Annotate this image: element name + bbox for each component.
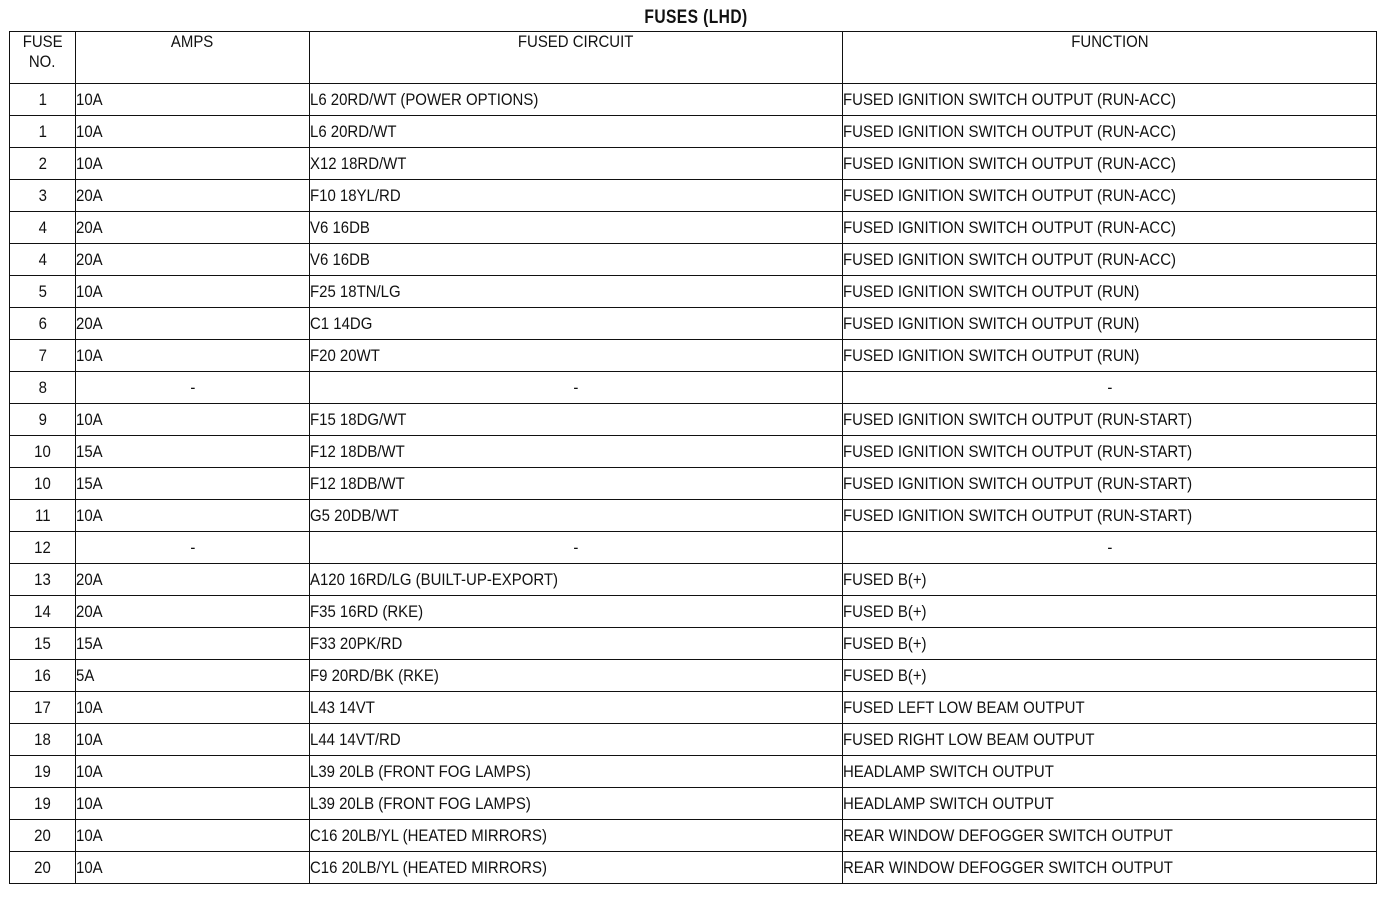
function-cell [843,372,1377,404]
fused-circuit-cell-text: F20 20WT [310,345,380,365]
function-cell-text: FUSED IGNITION SWITCH OUTPUT (RUN-START) [843,473,1193,493]
function-cell [843,724,1377,756]
fused-circuit-cell-text: - [573,377,579,397]
function-cell-text: FUSED IGNITION SWITCH OUTPUT (RUN-ACC) [843,89,1176,109]
table-row [10,116,1377,148]
function-cell-text: FUSED IGNITION SWITCH OUTPUT (RUN) [843,313,1140,333]
fuse-number-cell-text: 10 [34,441,51,461]
table-row [10,532,1377,564]
header-fuse-no [10,32,76,84]
function-cell [843,628,1377,660]
function-cell [843,340,1377,372]
fuse-number-cell-text: 19 [34,793,51,813]
fuse-number-cell-text: 1 [38,89,47,109]
fused-circuit-cell [310,628,843,660]
fuse-number-cell [10,148,76,180]
function-cell [843,596,1377,628]
table-row [10,276,1377,308]
amps-cell-text: 20A [76,249,103,269]
table-row [10,404,1377,436]
amps-cell-text: 10A [76,409,103,429]
fused-circuit-cell [310,852,843,884]
fused-circuit-cell-text: A120 16RD/LG (BUILT-UP-EXPORT) [310,569,559,589]
fused-circuit-cell [310,340,843,372]
fuse-number-cell [10,276,76,308]
function-cell [843,244,1377,276]
function-cell [843,84,1377,116]
table-row [10,724,1377,756]
fused-circuit-cell-text: L39 20LB (FRONT FOG LAMPS) [310,761,531,781]
function-cell-text: - [1106,377,1112,397]
amps-cell-text: - [189,537,195,557]
table-row [10,84,1377,116]
fused-circuit-cell [310,660,843,692]
fuse-number-cell [10,372,76,404]
amps-cell-text: 10A [76,505,103,525]
amps-cell [76,628,310,660]
table-row [10,820,1377,852]
table-row [10,564,1377,596]
amps-cell [76,436,310,468]
function-cell-text: FUSED IGNITION SWITCH OUTPUT (RUN-ACC) [843,185,1176,205]
header-fuse-no-line1: FUSE [22,32,63,51]
header-row [10,32,1377,84]
function-cell-text: FUSED LEFT LOW BEAM OUTPUT [843,697,1085,717]
fused-circuit-cell-text: F25 18TN/LG [310,281,401,301]
fuse-number-cell-text: 17 [34,697,51,717]
fuse-number-cell-text: 12 [34,537,51,557]
fuse-number-cell [10,724,76,756]
function-cell [843,116,1377,148]
fused-circuit-cell [310,468,843,500]
fuse-number-cell [10,852,76,884]
fused-circuit-cell-text: - [573,537,579,557]
fused-circuit-cell [310,596,843,628]
amps-cell-text: 5A [76,665,95,685]
fused-circuit-cell [310,308,843,340]
fuse-number-cell-text: 15 [34,633,51,653]
function-cell [843,148,1377,180]
fused-circuit-cell [310,532,843,564]
table-row [10,180,1377,212]
amps-cell [76,212,310,244]
fuse-number-cell [10,532,76,564]
amps-cell-text: 10A [76,281,103,301]
fused-circuit-cell-text: G5 20DB/WT [310,505,399,525]
amps-cell [76,788,310,820]
table-row [10,212,1377,244]
amps-cell [76,564,310,596]
table-row [10,660,1377,692]
amps-cell-text: 10A [76,697,103,717]
fuse-number-cell [10,180,76,212]
amps-cell [76,660,310,692]
function-cell [843,276,1377,308]
function-cell [843,564,1377,596]
fused-circuit-cell-text: C16 20LB/YL (HEATED MIRRORS) [310,825,547,845]
amps-cell-text: 10A [76,89,103,109]
function-cell [843,788,1377,820]
amps-cell [76,340,310,372]
function-cell-text: FUSED B(+) [843,601,927,621]
function-cell [843,500,1377,532]
fused-circuit-cell [310,372,843,404]
fuse-number-cell [10,596,76,628]
amps-cell [76,148,310,180]
amps-cell [76,372,310,404]
amps-cell [76,244,310,276]
table-row [10,148,1377,180]
function-cell-text: HEADLAMP SWITCH OUTPUT [843,761,1054,781]
fuse-number-cell [10,404,76,436]
amps-cell [76,852,310,884]
table-row [10,340,1377,372]
table-row [10,692,1377,724]
amps-cell [76,308,310,340]
fuse-number-cell [10,436,76,468]
fused-circuit-cell-text: F12 18DB/WT [310,473,405,493]
function-cell [843,308,1377,340]
fused-circuit-cell-text: F12 18DB/WT [310,441,405,461]
fused-circuit-cell [310,756,843,788]
fused-circuit-cell-text: V6 16DB [310,249,370,269]
function-cell-text: FUSED IGNITION SWITCH OUTPUT (RUN) [843,345,1140,365]
function-cell-text: FUSED B(+) [843,569,927,589]
table-row [10,596,1377,628]
function-cell [843,756,1377,788]
fuse-number-cell-text: 19 [34,761,51,781]
amps-cell [76,404,310,436]
fuse-number-cell-text: 7 [38,345,47,365]
table-row [10,308,1377,340]
fuse-number-cell-text: 4 [38,217,47,237]
fused-circuit-cell-text: C16 20LB/YL (HEATED MIRRORS) [310,857,547,877]
amps-cell [76,500,310,532]
amps-cell-text: 15A [76,473,103,493]
header-function-label: FUNCTION [1070,32,1149,51]
amps-cell-text: 20A [76,217,103,237]
amps-cell [76,180,310,212]
header-function [843,32,1377,84]
fuse-number-cell [10,308,76,340]
fused-circuit-cell [310,436,843,468]
amps-cell [76,724,310,756]
function-cell [843,468,1377,500]
function-cell-text: FUSED IGNITION SWITCH OUTPUT (RUN-START) [843,505,1193,525]
function-cell [843,212,1377,244]
fused-circuit-cell-text: F10 18YL/RD [310,185,401,205]
fused-circuit-cell [310,212,843,244]
amps-cell [76,84,310,116]
function-cell-text: FUSED IGNITION SWITCH OUTPUT (RUN-START) [843,441,1193,461]
fused-circuit-cell-text: L44 14VT/RD [310,729,401,749]
amps-cell [76,596,310,628]
amps-cell [76,692,310,724]
table-row [10,468,1377,500]
fused-circuit-cell [310,276,843,308]
amps-cell-text: 10A [76,121,103,141]
fuse-number-cell [10,756,76,788]
amps-cell-text: 10A [76,729,103,749]
function-cell-text: FUSED IGNITION SWITCH OUTPUT (RUN-START) [843,409,1193,429]
fuse-number-cell-text: 9 [38,409,47,429]
fuse-number-cell-text: 20 [34,825,51,845]
fused-circuit-cell-text: F15 18DG/WT [310,409,407,429]
amps-cell-text: - [189,377,195,397]
header-fused-circuit [310,32,843,84]
fuse-number-cell [10,692,76,724]
fuse-number-cell-text: 8 [38,377,47,397]
header-amps-label: AMPS [171,32,214,51]
function-cell [843,692,1377,724]
fused-circuit-cell [310,724,843,756]
fused-circuit-cell [310,244,843,276]
header-amps [76,32,310,84]
amps-cell-text: 10A [76,857,103,877]
table-row [10,852,1377,884]
fuse-number-cell-text: 16 [34,665,51,685]
function-cell [843,180,1377,212]
function-cell-text: FUSED B(+) [843,633,927,653]
fuse-number-cell [10,244,76,276]
function-cell-text: FUSED IGNITION SWITCH OUTPUT (RUN-ACC) [843,153,1176,173]
function-cell [843,404,1377,436]
table-row [10,372,1377,404]
amps-cell-text: 10A [76,761,103,781]
header-fuse-no-line2: NO. [29,52,56,71]
function-cell-text: HEADLAMP SWITCH OUTPUT [843,793,1054,813]
fused-circuit-cell [310,564,843,596]
fused-circuit-cell [310,116,843,148]
amps-cell-text: 20A [76,601,103,621]
fuse-number-cell-text: 11 [34,505,51,525]
fused-circuit-cell [310,180,843,212]
fuse-number-cell-text: 5 [38,281,47,301]
function-cell [843,436,1377,468]
fused-circuit-cell-text: F9 20RD/BK (RKE) [310,665,439,685]
fused-circuit-cell [310,404,843,436]
fused-circuit-cell-text: L6 20RD/WT (POWER OPTIONS) [310,89,539,109]
fuse-number-cell-text: 6 [38,313,47,333]
fused-circuit-cell-text: F33 20PK/RD [310,633,403,653]
function-cell [843,820,1377,852]
function-cell [843,532,1377,564]
fuse-number-cell [10,116,76,148]
fuse-number-cell-text: 3 [38,185,47,205]
function-cell [843,852,1377,884]
fuse-number-cell [10,212,76,244]
amps-cell-text: 15A [76,633,103,653]
amps-cell-text: 20A [76,569,103,589]
fuse-table [9,31,1377,884]
fuse-number-cell [10,340,76,372]
table-row [10,244,1377,276]
page-title: FUSES (LHD) [644,7,748,28]
fused-circuit-cell-text: X12 18RD/WT [310,153,407,173]
fuse-number-cell-text: 4 [38,249,47,269]
fused-circuit-cell [310,84,843,116]
fused-circuit-cell-text: V6 16DB [310,217,370,237]
amps-cell-text: 10A [76,153,103,173]
amps-cell-text: 10A [76,825,103,845]
fused-circuit-cell [310,788,843,820]
amps-cell [76,276,310,308]
fuse-number-cell [10,660,76,692]
fused-circuit-cell-text: L43 14VT [310,697,375,717]
fuse-number-cell-text: 14 [34,601,51,621]
fused-circuit-cell-text: C1 14DG [310,313,373,333]
fuse-number-cell [10,84,76,116]
table-row [10,436,1377,468]
amps-cell [76,116,310,148]
amps-cell-text: 10A [76,345,103,365]
fuse-number-cell-text: 1 [38,121,47,141]
fuse-number-cell-text: 20 [34,857,51,877]
fuse-table-body [10,84,1377,884]
function-cell-text: FUSED IGNITION SWITCH OUTPUT (RUN-ACC) [843,121,1176,141]
fused-circuit-cell-text: F35 16RD (RKE) [310,601,424,621]
amps-cell [76,820,310,852]
fused-circuit-cell [310,820,843,852]
function-cell-text: FUSED IGNITION SWITCH OUTPUT (RUN-ACC) [843,217,1176,237]
amps-cell-text: 20A [76,313,103,333]
amps-cell [76,532,310,564]
fuse-number-cell [10,500,76,532]
table-row [10,756,1377,788]
fuse-number-cell-text: 13 [34,569,51,589]
fuse-number-cell [10,564,76,596]
amps-cell-text: 10A [76,793,103,813]
table-row [10,500,1377,532]
fuse-number-cell-text: 2 [38,153,47,173]
fuse-number-cell-text: 10 [34,473,51,493]
table-row [10,788,1377,820]
fused-circuit-cell-text: L39 20LB (FRONT FOG LAMPS) [310,793,531,813]
function-cell-text: REAR WINDOW DEFOGGER SWITCH OUTPUT [843,857,1173,877]
function-cell [843,660,1377,692]
amps-cell [76,756,310,788]
amps-cell-text: 20A [76,185,103,205]
fuse-number-cell [10,628,76,660]
amps-cell-text: 15A [76,441,103,461]
function-cell-text: - [1106,537,1112,557]
header-fused-circuit-label: FUSED CIRCUIT [518,32,634,51]
function-cell-text: FUSED B(+) [843,665,927,685]
fuse-number-cell-text: 18 [34,729,51,749]
function-cell-text: REAR WINDOW DEFOGGER SWITCH OUTPUT [843,825,1173,845]
fuse-number-cell [10,468,76,500]
fuse-number-cell [10,788,76,820]
function-cell-text: FUSED IGNITION SWITCH OUTPUT (RUN-ACC) [843,249,1176,269]
fused-circuit-cell [310,692,843,724]
fuse-number-cell [10,820,76,852]
fused-circuit-cell [310,500,843,532]
fused-circuit-cell-text: L6 20RD/WT [310,121,397,141]
amps-cell [76,468,310,500]
function-cell-text: FUSED RIGHT LOW BEAM OUTPUT [843,729,1095,749]
table-row [10,628,1377,660]
function-cell-text: FUSED IGNITION SWITCH OUTPUT (RUN) [843,281,1140,301]
fused-circuit-cell [310,148,843,180]
